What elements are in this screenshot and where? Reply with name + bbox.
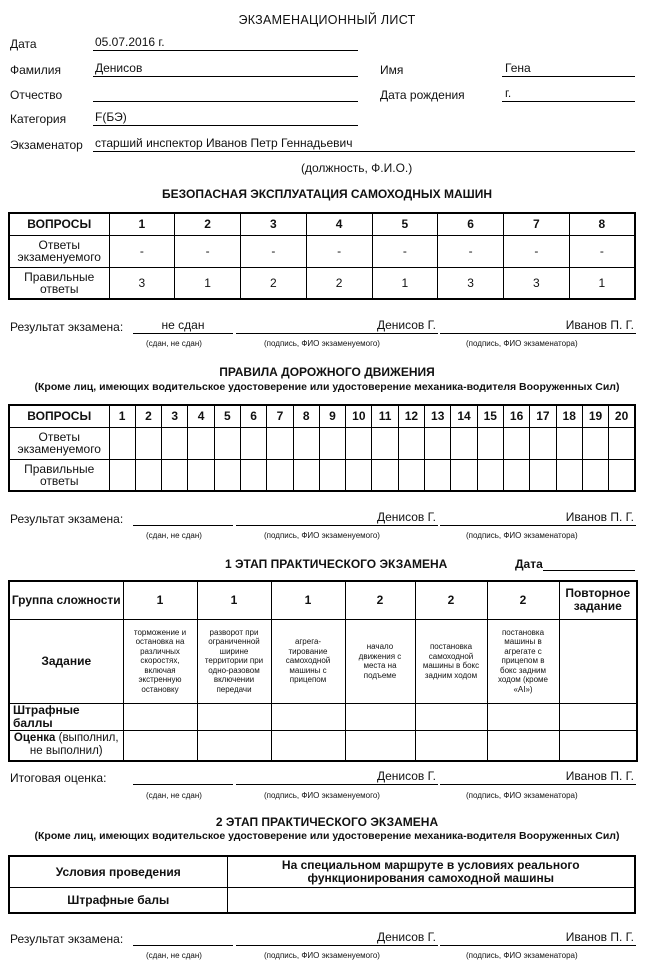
complexity-label: Группа сложности	[9, 581, 123, 619]
question-number: 20	[609, 405, 635, 427]
section4-title: 2 ЭТАП ПРАКТИЧЕСКОГО ЭКЗАМЕНА	[215, 815, 439, 829]
answer-cell[interactable]	[398, 427, 424, 459]
result4-examinee-line	[236, 945, 438, 946]
task-text: прицепом в	[501, 656, 545, 666]
section1-numbers-row	[9, 213, 635, 235]
result2-examinee-line	[236, 525, 438, 526]
category-label: Категория	[10, 112, 67, 126]
grade-label-bold: Оценка	[13, 732, 56, 745]
task-text: экстренную	[138, 675, 182, 685]
complexity-value: 2	[487, 581, 559, 619]
result1-caption-status: (сдан, не сдан)	[146, 339, 202, 348]
result2-examiner[interactable]: Иванов П. Г.	[565, 510, 634, 524]
category-value[interactable]: F(БЭ)	[95, 110, 127, 124]
correct-cell	[530, 459, 556, 491]
patronymic-label: Отчество	[10, 88, 63, 102]
answer-cell[interactable]	[214, 427, 240, 459]
surname-value[interactable]: Денисов	[95, 61, 143, 75]
date-value[interactable]: 05.07.2016 г.	[95, 35, 165, 49]
task-text: «АI»)	[513, 684, 533, 694]
result3-caption-examinee: (подпись, ФИО экзаменуемого)	[264, 791, 380, 800]
complexity-value: 1	[123, 581, 197, 619]
grade-cell[interactable]	[415, 730, 487, 761]
correct-cell	[425, 459, 451, 491]
name-value[interactable]: Гена	[505, 61, 531, 75]
correct-cell: 1	[569, 267, 635, 299]
task-text: машины с	[289, 665, 327, 675]
question-number: 8	[293, 405, 319, 427]
document-title: ЭКЗАМЕНАЦИОННЫЙ ЛИСТ	[238, 13, 416, 27]
section2-title: ПРАВИЛА ДОРОЖНОГО ДВИЖЕНИЯ	[219, 365, 435, 379]
correct-label	[9, 459, 109, 491]
correct-cell	[188, 459, 214, 491]
repeat-label-line1: Повторное	[565, 586, 631, 601]
conditions-value	[227, 856, 635, 887]
repeat-task-label	[559, 581, 637, 619]
correct-cell	[293, 459, 319, 491]
task-text: машины в	[504, 637, 542, 647]
task-text: остановку	[141, 684, 179, 694]
grade-cell[interactable]	[487, 730, 559, 761]
result4-examiner[interactable]: Иванов П. Г.	[565, 930, 634, 944]
grade-row	[9, 730, 637, 761]
task-text: разворот при	[209, 627, 259, 637]
result4-label: Результат экзамена:	[10, 932, 124, 946]
question-number: 17	[530, 405, 556, 427]
correct-cell	[162, 459, 188, 491]
patronymic-line	[93, 101, 358, 102]
question-number: 14	[451, 405, 477, 427]
grade-label	[9, 730, 123, 761]
grade-cell[interactable]	[123, 730, 197, 761]
result1-examinee[interactable]: Денисов Г.	[376, 318, 436, 332]
grade-cell[interactable]	[197, 730, 271, 761]
correct-cell: 1	[372, 267, 438, 299]
penalty-cell[interactable]	[345, 703, 415, 730]
section2-subtitle: (Кроме лиц, имеющих водительское удостоверение или удостоверение механика-водителя Вооруженных Сил)	[34, 381, 620, 393]
complexity-value: 1	[197, 581, 271, 619]
result4-caption-examinee: (подпись, ФИО экзаменуемого)	[264, 951, 380, 960]
grade-label-line2: не выполнил)	[29, 745, 103, 758]
section4-table	[8, 855, 636, 914]
correct-cell	[346, 459, 372, 491]
result1-value[interactable]: не сдан	[161, 318, 205, 332]
correct-cell	[477, 459, 503, 491]
question-number: 7	[504, 213, 570, 235]
surname-line	[93, 76, 358, 77]
answers-label-line2: экзаменуемого	[17, 442, 101, 456]
task-text: включении	[213, 675, 255, 685]
answer-cell[interactable]: -	[372, 235, 438, 267]
question-number: 3	[162, 405, 188, 427]
task-text: движения с	[358, 651, 402, 661]
answer-cell[interactable]: -	[569, 235, 635, 267]
section1-table	[8, 212, 636, 300]
conditions-label: Условия проведения	[9, 856, 227, 887]
result4-caption-status: (сдан, не сдан)	[146, 951, 202, 960]
correct-cell: 2	[241, 267, 307, 299]
result3-examinee-line	[236, 784, 438, 785]
correct-cell	[556, 459, 582, 491]
task-text: подъеме	[363, 670, 397, 680]
answers-label-line1: Ответы	[38, 430, 80, 444]
complexity-value: 2	[415, 581, 487, 619]
result1-caption-examiner: (подпись, ФИО экзаменатора)	[466, 339, 578, 348]
answer-cell[interactable]	[451, 427, 477, 459]
correct-cell	[240, 459, 266, 491]
task-text: самоходной	[285, 656, 331, 666]
correct-cell: 3	[109, 267, 175, 299]
answer-cell[interactable]	[188, 427, 214, 459]
answer-cell[interactable]	[162, 427, 188, 459]
repeat-label-line2: задание	[573, 599, 622, 614]
answer-cell[interactable]	[609, 427, 635, 459]
result4-examiner-line	[440, 945, 636, 946]
examiner-value[interactable]: старший инспектор Иванов Петр Геннадьевич	[95, 136, 353, 150]
answers-label-line1: Ответы	[38, 238, 80, 252]
result1-examiner-line	[440, 333, 636, 334]
task-cell	[197, 619, 271, 703]
answer-cell[interactable]	[503, 427, 529, 459]
result2-caption-examiner: (подпись, ФИО экзаменатора)	[466, 531, 578, 540]
answer-cell[interactable]: -	[438, 235, 504, 267]
task-text: включая	[144, 665, 176, 675]
date-label: Дата	[10, 37, 37, 51]
penalty-cell-2[interactable]	[227, 887, 635, 913]
question-number: 15	[477, 405, 503, 427]
penalty-label-2: Штрафные балы	[9, 887, 227, 913]
questions-label: ВОПРОСЫ	[9, 405, 109, 427]
answer-cell[interactable]	[293, 427, 319, 459]
grade-cell[interactable]	[345, 730, 415, 761]
answer-cell[interactable]: -	[109, 235, 175, 267]
task-cell	[345, 619, 415, 703]
result3-examiner-line	[440, 784, 636, 785]
complexity-value: 1	[271, 581, 345, 619]
examiner-line	[93, 151, 635, 152]
result4-examinee[interactable]: Денисов Г.	[376, 930, 436, 944]
question-number: 7	[267, 405, 293, 427]
correct-cell: 3	[438, 267, 504, 299]
result1-line	[133, 333, 233, 334]
correct-cell	[582, 459, 608, 491]
examiner-caption: (должность, Ф.И.О.)	[301, 161, 413, 175]
penalty-cell[interactable]	[271, 703, 345, 730]
correct-cell	[135, 459, 161, 491]
task-text: одно-разовом	[208, 665, 260, 675]
question-number: 8	[569, 213, 635, 235]
answer-cell[interactable]: -	[175, 235, 241, 267]
task-text: самоходной	[428, 651, 474, 661]
task-text: агрега-	[294, 637, 322, 647]
section3-table	[8, 580, 638, 762]
section2-correct-row	[9, 459, 635, 491]
answer-cell[interactable]	[556, 427, 582, 459]
result3-examinee[interactable]: Денисов Г.	[376, 769, 436, 783]
task-text: передачи	[216, 684, 252, 694]
question-number: 3	[241, 213, 307, 235]
correct-cell	[372, 459, 398, 491]
task-text: прицепом	[289, 675, 327, 685]
penalty-row	[9, 703, 637, 730]
question-number: 11	[372, 405, 398, 427]
correct-label-line1: Правильные	[24, 269, 95, 284]
complexity-row	[9, 581, 637, 619]
question-number: 2	[175, 213, 241, 235]
answer-cell[interactable]	[425, 427, 451, 459]
task-text: тирование	[288, 646, 328, 656]
question-number: 4	[188, 405, 214, 427]
penalty-cell[interactable]	[559, 703, 637, 730]
question-number: 5	[372, 213, 438, 235]
result2-caption-examinee: (подпись, ФИО экзаменуемого)	[264, 531, 380, 540]
correct-cell: 2	[306, 267, 372, 299]
result1-examiner[interactable]: Иванов П. Г.	[565, 318, 634, 332]
task-text: задним ходом	[424, 670, 478, 680]
question-number: 6	[438, 213, 504, 235]
penalty-cell[interactable]	[487, 703, 559, 730]
answer-cell[interactable]: -	[306, 235, 372, 267]
task-text: места на	[363, 661, 397, 670]
penalty-cell[interactable]	[415, 703, 487, 730]
correct-cell: 3	[504, 267, 570, 299]
task-text: ходом (кроме	[497, 675, 549, 685]
penalty-label: Штрафные баллы	[9, 703, 123, 730]
task-text: территории при	[204, 656, 264, 666]
task-text: начало	[366, 642, 394, 651]
correct-cell	[267, 459, 293, 491]
complexity-value: 2	[345, 581, 415, 619]
grade-cell[interactable]	[271, 730, 345, 761]
task-row	[9, 619, 637, 703]
task-cell	[123, 619, 197, 703]
result3-caption-status: (сдан, не сдан)	[146, 791, 202, 800]
question-number: 18	[556, 405, 582, 427]
section3-title: 1 ЭТАП ПРАКТИЧЕСКОГО ЭКЗАМЕНА	[225, 557, 448, 571]
result3-caption-examiner: (подпись, ФИО экзаменатора)	[466, 791, 578, 800]
result2-examinee[interactable]: Денисов Г.	[376, 510, 436, 524]
category-line	[93, 125, 358, 126]
section2-answers-row	[9, 427, 635, 459]
questions-label: ВОПРОСЫ	[9, 213, 109, 235]
result2-caption-status: (сдан, не сдан)	[146, 531, 202, 540]
birth-line	[502, 101, 635, 102]
question-number: 2	[135, 405, 161, 427]
correct-label-line2: ответы	[39, 473, 79, 488]
correct-cell	[398, 459, 424, 491]
task-text: скоростях,	[140, 656, 180, 666]
answer-cell[interactable]: -	[241, 235, 307, 267]
correct-label-line2: ответы	[39, 281, 79, 296]
result3-examiner[interactable]: Иванов П. Г.	[565, 769, 634, 783]
correct-cell	[109, 459, 135, 491]
question-number: 1	[109, 405, 135, 427]
answer-cell[interactable]	[346, 427, 372, 459]
task-text: ширине	[219, 646, 249, 656]
question-number: 12	[398, 405, 424, 427]
question-number: 13	[425, 405, 451, 427]
result2-label: Результат экзамена:	[10, 512, 124, 526]
task-cell	[487, 619, 559, 703]
section3-date-line[interactable]	[543, 570, 635, 571]
result1-examinee-line	[236, 333, 438, 334]
question-number: 16	[503, 405, 529, 427]
correct-cell	[214, 459, 240, 491]
result1-caption-examinee: (подпись, ФИО экзаменуемого)	[264, 339, 380, 348]
name-label: Имя	[380, 63, 404, 77]
result3-label: Итоговая оценка:	[10, 771, 107, 785]
correct-cell	[319, 459, 345, 491]
section2-table	[8, 404, 636, 492]
date-line	[93, 50, 358, 51]
correct-cell	[451, 459, 477, 491]
answers-label	[9, 235, 109, 267]
question-number: 6	[240, 405, 266, 427]
task-cell	[415, 619, 487, 703]
result4-caption-examiner: (подпись, ФИО экзаменатора)	[466, 951, 578, 960]
answer-cell[interactable]	[477, 427, 503, 459]
question-number: 5	[214, 405, 240, 427]
result2-line	[133, 525, 233, 526]
section2-numbers-row	[9, 405, 635, 427]
task-text: остановка на	[135, 637, 185, 647]
correct-label-line1: Правильные	[24, 461, 95, 476]
task-text: постановка	[501, 627, 545, 637]
question-number: 19	[582, 405, 608, 427]
task-label: Задание	[9, 619, 123, 703]
penalty-cell[interactable]	[197, 703, 271, 730]
penalty-cell[interactable]	[123, 703, 197, 730]
result4-line	[133, 945, 233, 946]
correct-cell	[609, 459, 635, 491]
result3-line	[133, 784, 233, 785]
task-text: постановка	[429, 642, 473, 651]
task-text: машины в бокс	[422, 661, 480, 670]
correct-label	[9, 267, 109, 299]
result2-examiner-line	[440, 525, 636, 526]
section4-subtitle: (Кроме лиц, имеющих водительское удостоверение или удостоверение механика-водителя Вооруженных Сил)	[34, 830, 620, 842]
answers-label-line2: экзаменуемого	[17, 250, 101, 264]
answers-label	[9, 427, 109, 459]
answer-cell[interactable]	[372, 427, 398, 459]
examiner-label: Экзаменатор	[10, 138, 83, 152]
name-line	[502, 76, 635, 77]
penalty-row-2	[9, 887, 635, 913]
answer-cell[interactable]	[109, 427, 135, 459]
repeat-task-cell[interactable]	[559, 619, 637, 703]
correct-cell	[503, 459, 529, 491]
correct-cell: 1	[175, 267, 241, 299]
section3-date-label: Дата	[515, 557, 543, 571]
question-number: 9	[319, 405, 345, 427]
section1-answers-row	[9, 235, 635, 267]
grade-label-rest: (выполнил,	[55, 732, 119, 745]
conditions-row	[9, 856, 635, 887]
answer-cell[interactable]	[582, 427, 608, 459]
answer-cell[interactable]	[530, 427, 556, 459]
section1-correct-row	[9, 267, 635, 299]
task-text: ограниченной	[208, 637, 260, 647]
conditions-value-line1: На специальном маршруте в условиях реального	[281, 857, 580, 872]
grade-cell[interactable]	[559, 730, 637, 761]
answer-cell[interactable]	[135, 427, 161, 459]
answer-cell[interactable]	[240, 427, 266, 459]
birth-label: Дата рождения	[380, 88, 465, 102]
task-cell	[271, 619, 345, 703]
question-number: 1	[109, 213, 175, 235]
birth-value[interactable]: г.	[505, 86, 512, 100]
task-text: торможение и	[133, 627, 187, 637]
result1-label: Результат экзамена:	[10, 320, 124, 334]
section1-title: БЕЗОПАСНАЯ ЭКСПЛУАТАЦИЯ САМОХОДНЫХ МАШИН	[162, 187, 492, 201]
answer-cell[interactable]	[267, 427, 293, 459]
task-text: агрегате с	[504, 646, 542, 656]
answer-cell[interactable]	[319, 427, 345, 459]
question-number: 10	[346, 405, 372, 427]
question-number: 4	[306, 213, 372, 235]
task-text: бокс задним	[499, 665, 546, 675]
answer-cell[interactable]: -	[504, 235, 570, 267]
conditions-value-line2: функционирования самоходной машины	[307, 870, 554, 885]
task-text: различных	[140, 646, 180, 656]
surname-label: Фамилия	[10, 63, 61, 77]
